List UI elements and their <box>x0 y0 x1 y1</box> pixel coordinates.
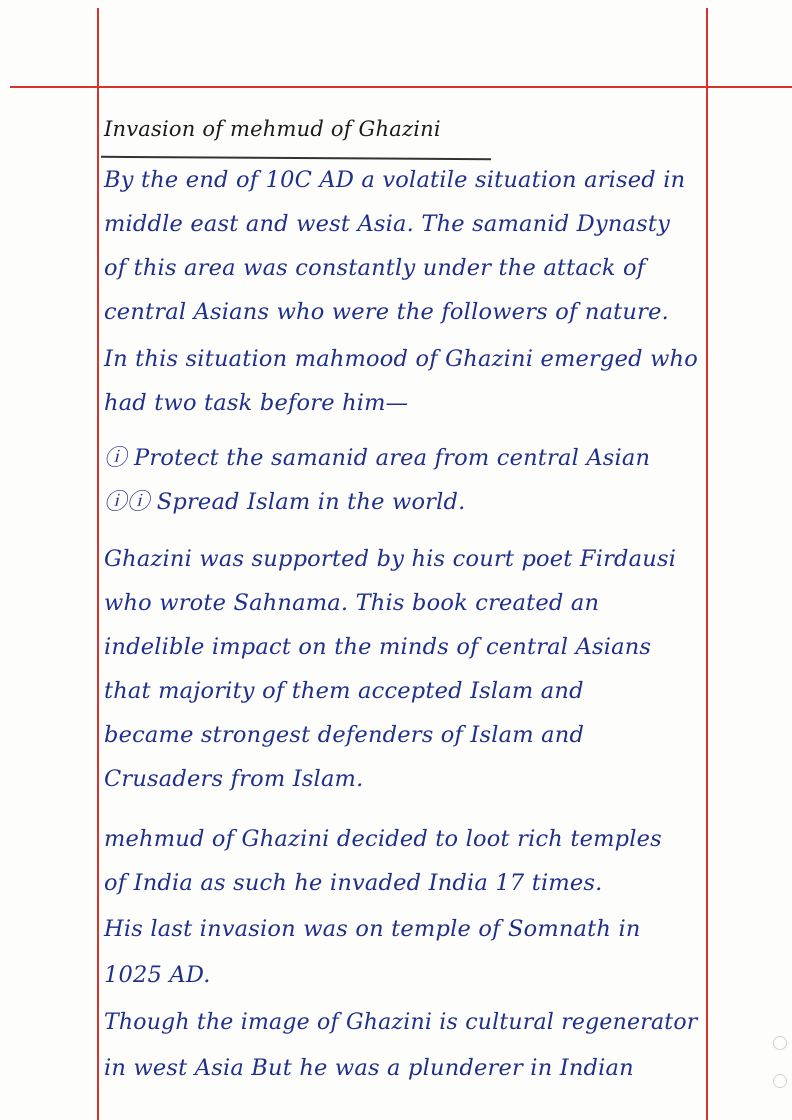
text-line: became strongest defenders of Islam and <box>104 722 585 748</box>
text-line: that majority of them accepted Islam and <box>104 678 584 704</box>
text-line: had two task before him— <box>104 390 409 416</box>
text-line: central Asians who were the followers of nature. <box>104 299 669 325</box>
list-item: ⓘⓘ Spread Islam in the world. <box>104 489 466 515</box>
right-margin-line <box>706 8 708 1120</box>
text-line: of this area was constantly under the attack of <box>104 255 646 281</box>
text-line: Though the image of Ghazini is cultural regenerator <box>104 1010 698 1035</box>
text-line: Ghazini was supported by his court poet Firdausi <box>104 546 677 572</box>
text-line: middle east and west Asia. The samanid Dynasty <box>104 211 671 237</box>
text-line: 1025 AD. <box>104 962 211 988</box>
text-line: mehmud of Ghazini decided to loot rich temples <box>104 826 662 852</box>
page-title: Invasion of mehmud of Ghazini <box>104 117 441 141</box>
list-item: ⓘ Protect the samanid area from central Asian <box>104 445 651 471</box>
text-line: Crusaders from Islam. <box>104 766 364 792</box>
title-underline <box>101 156 491 160</box>
left-margin-line <box>97 8 99 1120</box>
text-line: indelible impact on the minds of central Asians <box>104 634 652 660</box>
text-line: in west Asia But he was a plunderer in Indian <box>104 1055 634 1081</box>
text-line: His last invasion was on temple of Somnath in <box>104 916 641 942</box>
text-line: who wrote Sahnama. This book created an <box>104 590 600 616</box>
text-line: By the end of 10C AD a volatile situation arised in <box>104 167 686 193</box>
text-line: In this situation mahmood of Ghazini emerged who <box>104 346 698 372</box>
text-line: of India as such he invaded India 17 times. <box>104 870 603 896</box>
top-margin-line <box>10 86 792 88</box>
bleed-through-mark <box>773 1036 787 1050</box>
bleed-through-mark <box>773 1074 787 1088</box>
